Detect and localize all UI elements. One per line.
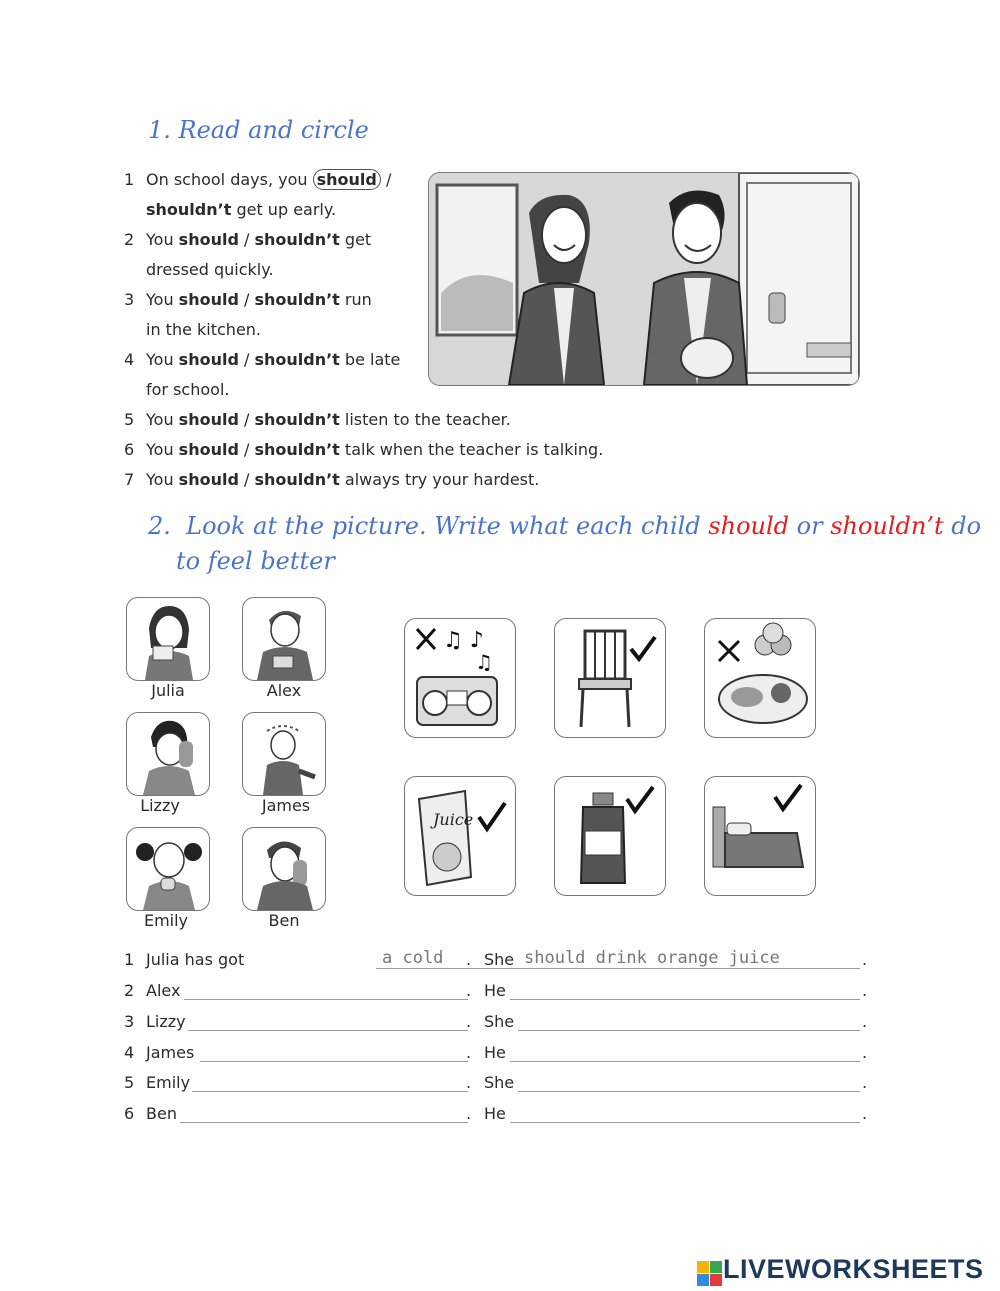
answer-row: 1 Julia has got a cold . She should drink orange juice . xyxy=(124,948,868,969)
no-heavy-food-icon xyxy=(705,619,815,737)
child-name: Ben xyxy=(268,911,300,930)
question-6: 6 You should / shouldn’t talk when the teacher is talking. xyxy=(124,440,604,459)
answer-line[interactable] xyxy=(510,1122,860,1123)
option-should[interactable]: should xyxy=(178,350,239,369)
sneezing-child-icon xyxy=(127,598,209,680)
option-shouldnt[interactable]: shouldn’t xyxy=(254,410,340,429)
question-4: 4 You should / shouldn’t be late xyxy=(124,350,401,369)
answer-line[interactable] xyxy=(192,1091,468,1092)
toothache-child-icon xyxy=(243,828,325,910)
section2-title-line2: to feel better xyxy=(176,547,335,575)
answer-line[interactable] xyxy=(510,999,860,1000)
question-1: 1 On school days, you should / xyxy=(124,170,392,189)
option-shouldnt[interactable]: shouldn’t xyxy=(254,290,340,309)
child-name: James xyxy=(261,796,311,815)
question-list-2 xyxy=(124,405,724,495)
question-7: 7 You should / shouldn’t always try your hardest. xyxy=(124,470,540,489)
remedy-sit-down xyxy=(554,618,666,738)
answer-row: 6 Ben . He . xyxy=(124,1104,868,1123)
option-shouldnt[interactable]: shouldn’t xyxy=(146,200,232,219)
answer-line[interactable] xyxy=(518,1091,860,1092)
section2-title: 2. Look at the picture. Write what each child should or shouldn’t do xyxy=(148,512,982,540)
child-james-portrait xyxy=(242,712,326,796)
answer-line[interactable] xyxy=(518,968,860,969)
child-ben-portrait xyxy=(242,827,326,911)
filled-answer[interactable]: a cold xyxy=(382,948,444,968)
child-alex-portrait xyxy=(242,597,326,681)
question-5: 5 You should / shouldn’t listen to the teacher. xyxy=(124,410,511,429)
question-3: 3 You should / shouldn’t run xyxy=(124,290,372,309)
child-name: Lizzy xyxy=(140,796,180,815)
logo-blocks-icon xyxy=(697,1261,723,1287)
option-shouldnt[interactable]: shouldn’t xyxy=(254,350,340,369)
juice-icon xyxy=(405,777,515,895)
answer-line[interactable] xyxy=(188,1030,468,1031)
dizzy-child-icon xyxy=(243,713,325,795)
remedy-go-to-bed xyxy=(704,776,816,896)
child-name: Emily xyxy=(143,911,189,930)
answer-line[interactable] xyxy=(518,1030,860,1031)
option-should[interactable]: should xyxy=(178,290,239,309)
child-name: Julia xyxy=(151,681,185,700)
svg-text:♫: ♫ xyxy=(475,650,493,674)
sore-throat-child-icon xyxy=(127,828,209,910)
remedy-take-medicine xyxy=(554,776,666,896)
liveworksheets-logo: LIVEWORKSHEETS xyxy=(697,1254,984,1287)
svg-text:Juice: Juice xyxy=(433,810,474,829)
radio-no-music-icon xyxy=(405,619,515,737)
svg-text:♫ ♪: ♫ ♪ xyxy=(443,628,484,653)
medicine-icon xyxy=(555,777,665,895)
question-2: 2 You should / shouldn’t get xyxy=(124,230,372,249)
option-shouldnt[interactable]: shouldn’t xyxy=(254,440,340,459)
child-julia-portrait xyxy=(126,597,210,681)
answer-row: 3 Lizzy . She . xyxy=(124,1012,868,1031)
answer-row: 5 Emily . She . xyxy=(124,1073,868,1092)
chair-rest-icon xyxy=(555,619,665,737)
earache-child-icon xyxy=(127,713,209,795)
child-emily-portrait xyxy=(126,827,210,911)
child-name: Alex xyxy=(266,681,302,700)
school-children-illustration xyxy=(428,172,860,386)
remedy-no-heavy-food xyxy=(704,618,816,738)
option-should[interactable]: should xyxy=(178,230,239,249)
option-should[interactable]: should xyxy=(178,410,239,429)
answer-line[interactable] xyxy=(180,1122,468,1123)
remedy-no-loud-music xyxy=(404,618,516,738)
filled-answer-2[interactable]: should drink orange juice xyxy=(524,948,780,968)
remedy-drink-juice xyxy=(404,776,516,896)
circled-option[interactable]: should xyxy=(313,169,381,190)
answer-line[interactable] xyxy=(200,1061,468,1062)
answer-line[interactable] xyxy=(184,999,468,1000)
option-shouldnt[interactable]: shouldn’t xyxy=(254,230,340,249)
option-should[interactable]: should xyxy=(178,440,239,459)
child-lizzy-portrait xyxy=(126,712,210,796)
bed-icon xyxy=(705,777,815,895)
answer-row: 2 Alex . He . xyxy=(124,981,868,1000)
section1-title: 1. Read and circle xyxy=(148,116,369,144)
children-scene-icon xyxy=(429,173,859,385)
answer-line[interactable] xyxy=(510,1061,860,1062)
option-should[interactable]: should xyxy=(178,470,239,489)
stomach-ache-child-icon xyxy=(243,598,325,680)
answer-row: 4 James . He . xyxy=(124,1043,868,1062)
question-list: 1 On school days, you should / shouldn’t get up early. 2 You should / shouldn’t get dressed quickly. 3 You should / shouldn’t run in the kitchen. 4 You should / shouldn’t be late for school. xyxy=(124,165,414,405)
option-shouldnt[interactable]: shouldn’t xyxy=(254,470,340,489)
